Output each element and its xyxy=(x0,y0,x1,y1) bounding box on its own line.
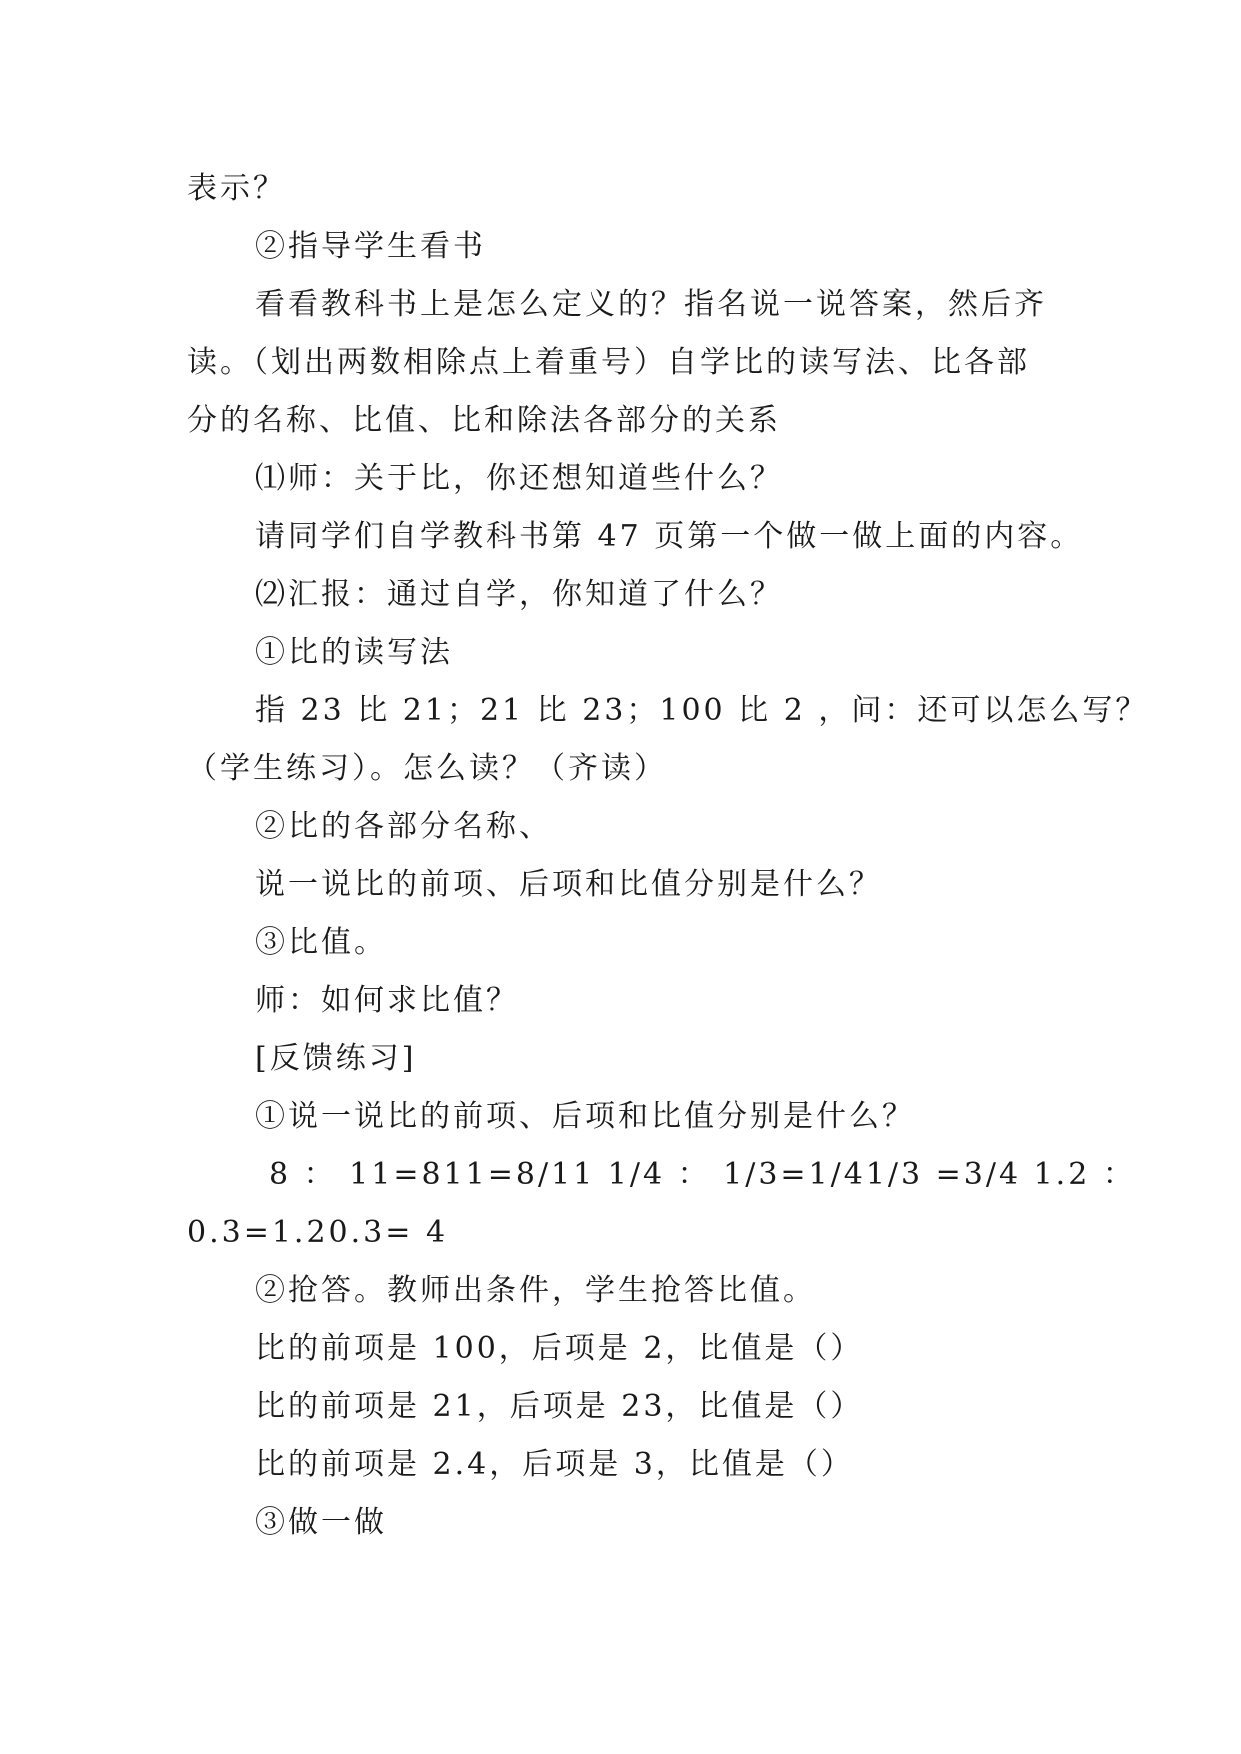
text-line: ②比的各部分名称、 xyxy=(255,809,552,844)
text-line: 比的前项是 100，后项是 2，比值是（） xyxy=(255,1331,864,1366)
text-line: 请同学们自学教科书第 47 页第一个做一做上面的内容。 xyxy=(255,519,1084,554)
text-line: [反馈练习] xyxy=(255,1041,417,1076)
text-line: （学生练习）。怎么读？（齐读） xyxy=(187,751,667,786)
text-line: ③比值。 xyxy=(255,925,387,960)
document-body xyxy=(187,160,1149,1552)
text-line: ⑴师：关于比，你还想知道些什么？ xyxy=(255,461,783,496)
text-line: ①说一说比的前项、后项和比值分别是什么？ xyxy=(255,1099,915,1134)
text-line: 0.3=1.20.3= 4 xyxy=(187,1215,449,1250)
text-line: 看看教科书上是怎么定义的？指名说一说答案，然后齐 xyxy=(255,287,1047,322)
text-line: 说一说比的前项、后项和比值分别是什么？ xyxy=(255,867,882,902)
text-line: 比的前项是 21，后项是 23，比值是（） xyxy=(255,1389,864,1424)
text-line: ③做一做 xyxy=(255,1505,387,1540)
text-line: 表示？ xyxy=(187,171,286,206)
text-line: 师：如何求比值？ xyxy=(255,983,519,1018)
text-line: 分的名称、比值、比和除法各部分的关系 xyxy=(187,403,781,438)
text-line: ②指导学生看书 xyxy=(255,229,486,264)
text-line: 读。（划出两数相除点上着重号）自学比的读写法、比各部 xyxy=(187,345,1030,380)
text-line: ①比的读写法 xyxy=(255,635,453,670)
text-line: 比的前项是 2.4，后项是 3，比值是（） xyxy=(255,1447,854,1482)
text-line: 8 ： 11=811=8/11 1/4 ： 1/3=1/41/3 =3/4 1.2 ： xyxy=(269,1157,1136,1192)
text-line: 指 23 比 21；21 比 23；100 比 2 ，问：还可以怎么写？ xyxy=(255,693,1149,728)
text-line: ⑵汇报：通过自学，你知道了什么？ xyxy=(255,577,783,612)
text-line: ②抢答。教师出条件，学生抢答比值。 xyxy=(255,1273,816,1308)
